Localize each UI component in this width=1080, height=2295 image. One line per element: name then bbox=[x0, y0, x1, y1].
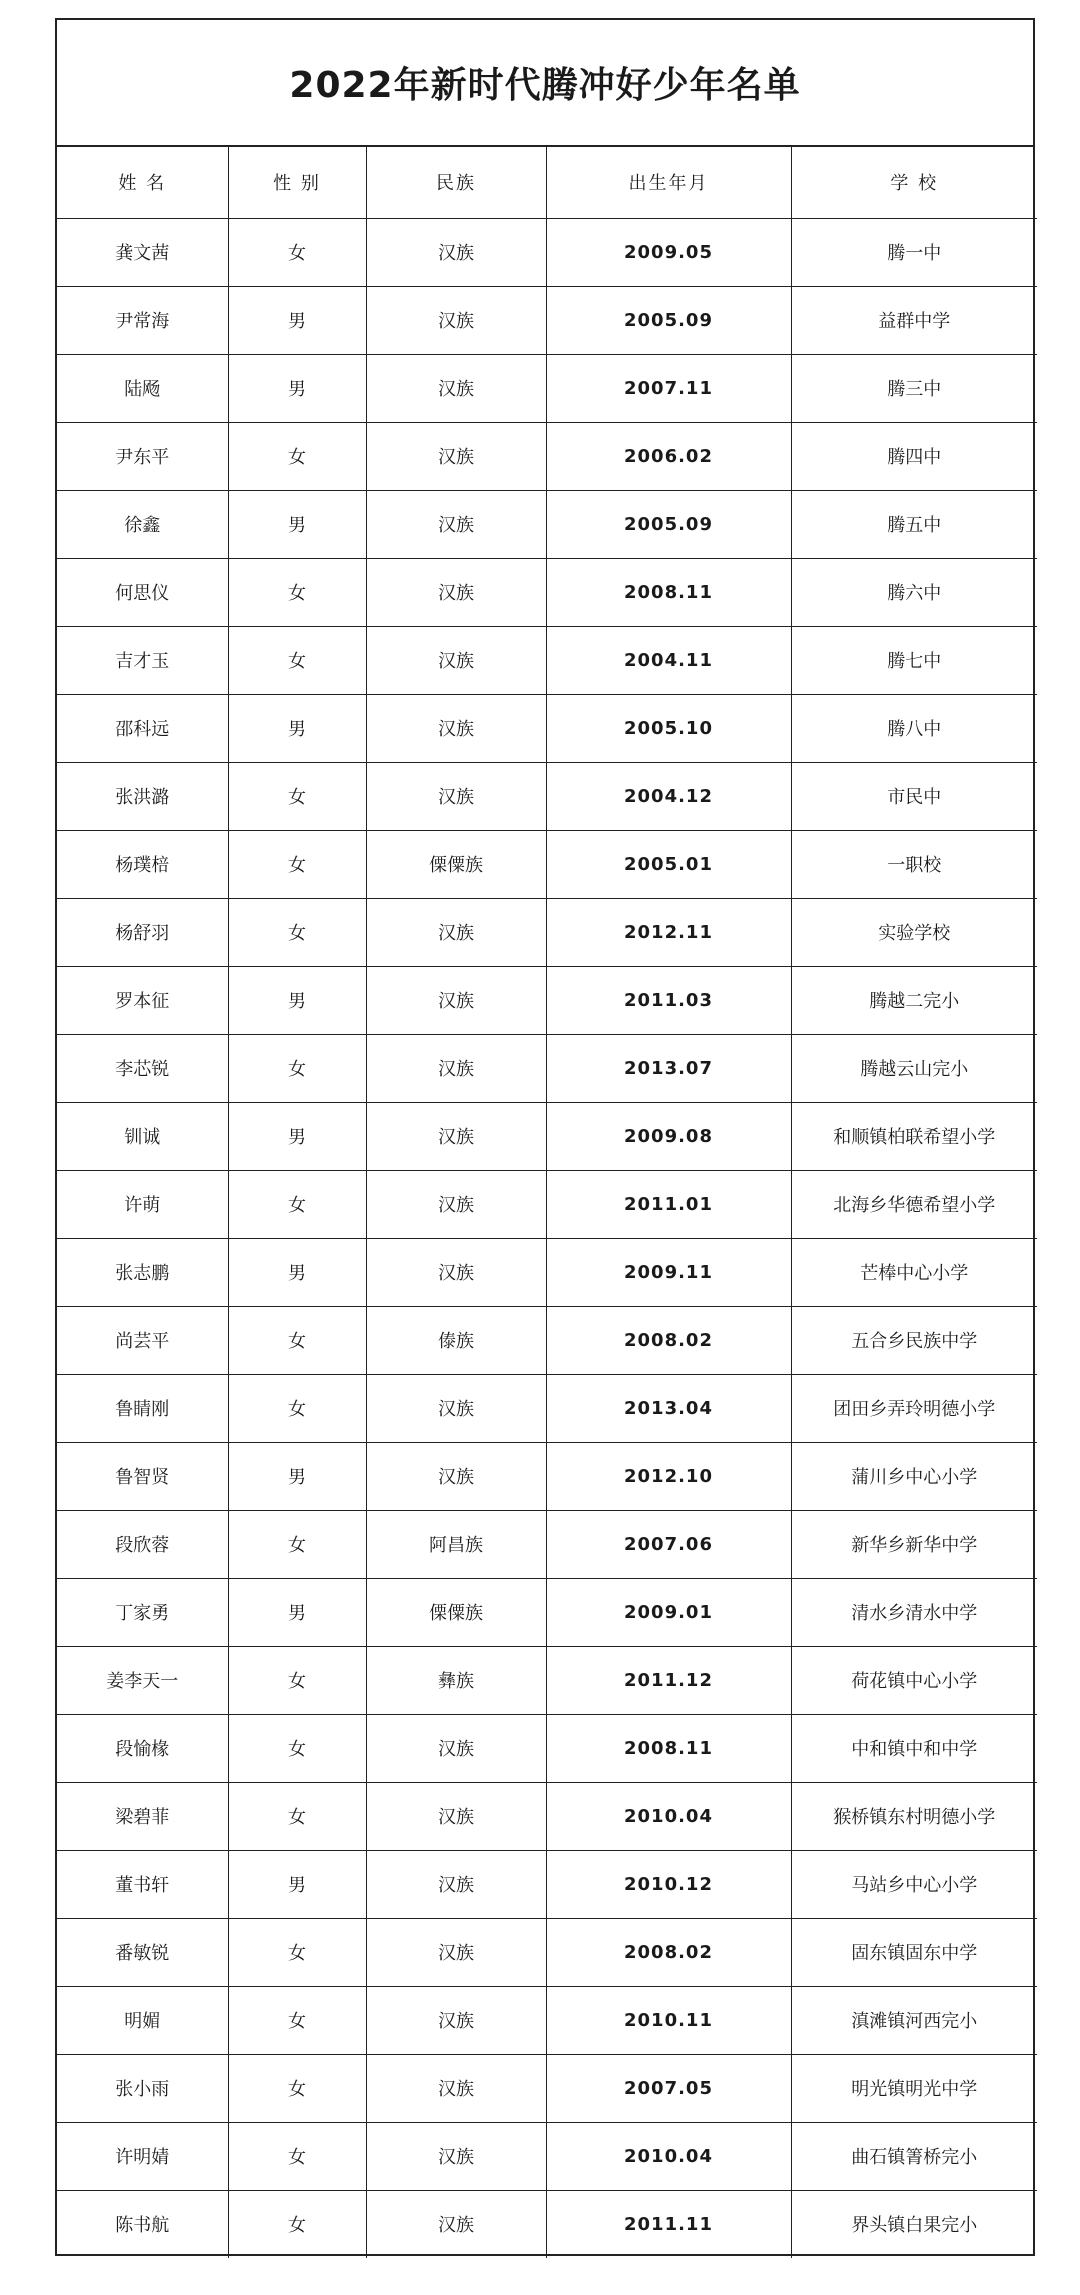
cell-gender: 女 bbox=[228, 1510, 366, 1578]
cell-gender: 男 bbox=[228, 1102, 366, 1170]
cell-birth: 2005.09 bbox=[546, 490, 791, 558]
cell-school: 腾八中 bbox=[791, 694, 1037, 762]
cell-birth: 2005.10 bbox=[546, 694, 791, 762]
cell-name: 张洪潞 bbox=[57, 762, 228, 830]
cell-birth: 2012.10 bbox=[546, 1442, 791, 1510]
cell-school: 荷花镇中心小学 bbox=[791, 1646, 1037, 1714]
cell-ethnicity: 汉族 bbox=[366, 1714, 546, 1782]
table-row bbox=[57, 1442, 1037, 1510]
cell-birth: 2012.11 bbox=[546, 898, 791, 966]
table-row bbox=[57, 1306, 1037, 1374]
cell-gender: 男 bbox=[228, 1850, 366, 1918]
cell-birth: 2007.11 bbox=[546, 354, 791, 422]
cell-birth: 2005.01 bbox=[546, 830, 791, 898]
table-row bbox=[57, 762, 1037, 830]
cell-ethnicity: 汉族 bbox=[366, 694, 546, 762]
cell-school: 曲石镇箐桥完小 bbox=[791, 2122, 1037, 2190]
cell-school: 腾五中 bbox=[791, 490, 1037, 558]
cell-birth: 2009.01 bbox=[546, 1578, 791, 1646]
cell-birth: 2008.11 bbox=[546, 558, 791, 626]
header-row bbox=[57, 147, 1037, 218]
cell-ethnicity: 汉族 bbox=[366, 2122, 546, 2190]
cell-ethnicity: 汉族 bbox=[366, 1170, 546, 1238]
cell-school: 清水乡清水中学 bbox=[791, 1578, 1037, 1646]
cell-name: 明媚 bbox=[57, 1986, 228, 2054]
header-school: 学 校 bbox=[791, 147, 1037, 218]
table-row bbox=[57, 558, 1037, 626]
table-row bbox=[57, 1238, 1037, 1306]
cell-ethnicity: 汉族 bbox=[366, 1986, 546, 2054]
cell-school: 新华乡新华中学 bbox=[791, 1510, 1037, 1578]
cell-gender: 男 bbox=[228, 354, 366, 422]
cell-ethnicity: 汉族 bbox=[366, 1238, 546, 1306]
cell-gender: 女 bbox=[228, 1918, 366, 1986]
cell-gender: 女 bbox=[228, 1034, 366, 1102]
cell-gender: 女 bbox=[228, 762, 366, 830]
cell-birth: 2011.12 bbox=[546, 1646, 791, 1714]
table-row bbox=[57, 898, 1037, 966]
cell-school: 猴桥镇东村明德小学 bbox=[791, 1782, 1037, 1850]
cell-birth: 2010.11 bbox=[546, 1986, 791, 2054]
cell-school: 腾越云山完小 bbox=[791, 1034, 1037, 1102]
cell-birth: 2004.12 bbox=[546, 762, 791, 830]
cell-birth: 2008.02 bbox=[546, 1306, 791, 1374]
table-row bbox=[57, 490, 1037, 558]
cell-birth: 2008.11 bbox=[546, 1714, 791, 1782]
cell-ethnicity: 汉族 bbox=[366, 2054, 546, 2122]
cell-school: 滇滩镇河西完小 bbox=[791, 1986, 1037, 2054]
table-row bbox=[57, 1578, 1037, 1646]
cell-name: 张小雨 bbox=[57, 2054, 228, 2122]
cell-gender: 女 bbox=[228, 1986, 366, 2054]
cell-gender: 男 bbox=[228, 1578, 366, 1646]
cell-school: 团田乡弄玲明德小学 bbox=[791, 1374, 1037, 1442]
table-row bbox=[57, 1986, 1037, 2054]
cell-school: 芒棒中心小学 bbox=[791, 1238, 1037, 1306]
cell-birth: 2009.05 bbox=[546, 218, 791, 286]
table-row bbox=[57, 1714, 1037, 1782]
cell-school: 一职校 bbox=[791, 830, 1037, 898]
cell-gender: 女 bbox=[228, 1170, 366, 1238]
cell-ethnicity: 汉族 bbox=[366, 966, 546, 1034]
cell-ethnicity: 汉族 bbox=[366, 1850, 546, 1918]
cell-birth: 2008.02 bbox=[546, 1918, 791, 1986]
cell-name: 钏诚 bbox=[57, 1102, 228, 1170]
cell-gender: 男 bbox=[228, 286, 366, 354]
table-row bbox=[57, 2054, 1037, 2122]
cell-gender: 男 bbox=[228, 966, 366, 1034]
cell-school: 市民中 bbox=[791, 762, 1037, 830]
cell-school: 北海乡华德希望小学 bbox=[791, 1170, 1037, 1238]
cell-name: 陆飏 bbox=[57, 354, 228, 422]
cell-ethnicity: 汉族 bbox=[366, 898, 546, 966]
cell-name: 段愉椽 bbox=[57, 1714, 228, 1782]
cell-gender: 男 bbox=[228, 490, 366, 558]
title-row bbox=[57, 20, 1033, 147]
cell-gender: 女 bbox=[228, 626, 366, 694]
cell-ethnicity: 汉族 bbox=[366, 762, 546, 830]
cell-name: 张志鹏 bbox=[57, 1238, 228, 1306]
cell-birth: 2011.01 bbox=[546, 1170, 791, 1238]
page-title: 2022年新时代腾冲好少年名单 bbox=[289, 65, 801, 106]
cell-school: 和顺镇柏联希望小学 bbox=[791, 1102, 1037, 1170]
table-row bbox=[57, 2122, 1037, 2190]
cell-name: 姜李天一 bbox=[57, 1646, 228, 1714]
cell-birth: 2005.09 bbox=[546, 286, 791, 354]
cell-birth: 2011.11 bbox=[546, 2190, 791, 2258]
table-row bbox=[57, 1646, 1037, 1714]
cell-name: 鲁智贤 bbox=[57, 1442, 228, 1510]
cell-birth: 2010.04 bbox=[546, 1782, 791, 1850]
cell-name: 罗本征 bbox=[57, 966, 228, 1034]
cell-name: 杨舒羽 bbox=[57, 898, 228, 966]
cell-school: 蒲川乡中心小学 bbox=[791, 1442, 1037, 1510]
table-row bbox=[57, 1918, 1037, 1986]
cell-school: 腾六中 bbox=[791, 558, 1037, 626]
cell-birth: 2010.12 bbox=[546, 1850, 791, 1918]
cell-gender: 男 bbox=[228, 1238, 366, 1306]
table-row bbox=[57, 1850, 1037, 1918]
cell-gender: 男 bbox=[228, 694, 366, 762]
cell-birth: 2013.04 bbox=[546, 1374, 791, 1442]
cell-name: 董书轩 bbox=[57, 1850, 228, 1918]
cell-birth: 2009.11 bbox=[546, 1238, 791, 1306]
header-ethnicity: 民族 bbox=[366, 147, 546, 218]
cell-ethnicity: 汉族 bbox=[366, 626, 546, 694]
table-row bbox=[57, 694, 1037, 762]
cell-name: 何思仪 bbox=[57, 558, 228, 626]
cell-gender: 女 bbox=[228, 2122, 366, 2190]
cell-name: 许明婧 bbox=[57, 2122, 228, 2190]
cell-school: 腾七中 bbox=[791, 626, 1037, 694]
cell-name: 尚芸平 bbox=[57, 1306, 228, 1374]
cell-birth: 2013.07 bbox=[546, 1034, 791, 1102]
cell-birth: 2010.04 bbox=[546, 2122, 791, 2190]
header-name: 姓 名 bbox=[57, 147, 228, 218]
table-row bbox=[57, 830, 1037, 898]
cell-name: 龚文茜 bbox=[57, 218, 228, 286]
cell-gender: 女 bbox=[228, 422, 366, 490]
cell-school: 实验学校 bbox=[791, 898, 1037, 966]
cell-ethnicity: 汉族 bbox=[366, 1034, 546, 1102]
cell-birth: 2007.06 bbox=[546, 1510, 791, 1578]
cell-school: 固东镇固东中学 bbox=[791, 1918, 1037, 1986]
cell-name: 丁家勇 bbox=[57, 1578, 228, 1646]
cell-name: 李芯锐 bbox=[57, 1034, 228, 1102]
cell-school: 界头镇白果完小 bbox=[791, 2190, 1037, 2258]
table-row bbox=[57, 966, 1037, 1034]
cell-school: 五合乡民族中学 bbox=[791, 1306, 1037, 1374]
cell-school: 明光镇明光中学 bbox=[791, 2054, 1037, 2122]
cell-name: 鲁睛刚 bbox=[57, 1374, 228, 1442]
table-row bbox=[57, 422, 1037, 490]
cell-ethnicity: 傣族 bbox=[366, 1306, 546, 1374]
table-row bbox=[57, 1170, 1037, 1238]
cell-name: 邵科远 bbox=[57, 694, 228, 762]
cell-name: 徐鑫 bbox=[57, 490, 228, 558]
cell-school: 中和镇中和中学 bbox=[791, 1714, 1037, 1782]
table-row bbox=[57, 1510, 1037, 1578]
cell-birth: 2004.11 bbox=[546, 626, 791, 694]
cell-gender: 女 bbox=[228, 898, 366, 966]
cell-ethnicity: 汉族 bbox=[366, 354, 546, 422]
cell-name: 番敏锐 bbox=[57, 1918, 228, 1986]
table-row bbox=[57, 626, 1037, 694]
cell-gender: 男 bbox=[228, 1442, 366, 1510]
cell-ethnicity: 汉族 bbox=[366, 558, 546, 626]
cell-ethnicity: 汉族 bbox=[366, 1102, 546, 1170]
cell-gender: 女 bbox=[228, 2054, 366, 2122]
table-row bbox=[57, 1782, 1037, 1850]
cell-ethnicity: 汉族 bbox=[366, 1782, 546, 1850]
cell-ethnicity: 汉族 bbox=[366, 2190, 546, 2258]
table-row bbox=[57, 2190, 1037, 2258]
cell-name: 梁碧菲 bbox=[57, 1782, 228, 1850]
cell-name: 段欣蓉 bbox=[57, 1510, 228, 1578]
table-row bbox=[57, 1102, 1037, 1170]
cell-name: 许萌 bbox=[57, 1170, 228, 1238]
cell-name: 陈书航 bbox=[57, 2190, 228, 2258]
cell-ethnicity: 阿昌族 bbox=[366, 1510, 546, 1578]
cell-birth: 2006.02 bbox=[546, 422, 791, 490]
table-row bbox=[57, 218, 1037, 286]
cell-gender: 女 bbox=[228, 2190, 366, 2258]
cell-ethnicity: 汉族 bbox=[366, 1918, 546, 1986]
cell-name: 尹常海 bbox=[57, 286, 228, 354]
roster-sheet bbox=[55, 18, 1035, 2256]
cell-name: 吉才玉 bbox=[57, 626, 228, 694]
roster-table bbox=[57, 147, 1037, 2258]
cell-school: 益群中学 bbox=[791, 286, 1037, 354]
cell-gender: 女 bbox=[228, 1646, 366, 1714]
cell-birth: 2009.08 bbox=[546, 1102, 791, 1170]
cell-ethnicity: 汉族 bbox=[366, 490, 546, 558]
cell-gender: 女 bbox=[228, 1306, 366, 1374]
cell-gender: 女 bbox=[228, 558, 366, 626]
cell-school: 腾三中 bbox=[791, 354, 1037, 422]
cell-gender: 女 bbox=[228, 218, 366, 286]
cell-gender: 女 bbox=[228, 830, 366, 898]
table-row bbox=[57, 354, 1037, 422]
cell-ethnicity: 汉族 bbox=[366, 286, 546, 354]
cell-ethnicity: 汉族 bbox=[366, 1442, 546, 1510]
cell-gender: 女 bbox=[228, 1374, 366, 1442]
cell-ethnicity: 汉族 bbox=[366, 422, 546, 490]
cell-school: 腾一中 bbox=[791, 218, 1037, 286]
cell-name: 尹东平 bbox=[57, 422, 228, 490]
cell-birth: 2011.03 bbox=[546, 966, 791, 1034]
roster-body bbox=[57, 218, 1037, 2258]
cell-birth: 2007.05 bbox=[546, 2054, 791, 2122]
cell-school: 马站乡中心小学 bbox=[791, 1850, 1037, 1918]
cell-gender: 女 bbox=[228, 1714, 366, 1782]
table-row bbox=[57, 1034, 1037, 1102]
cell-ethnicity: 彝族 bbox=[366, 1646, 546, 1714]
cell-ethnicity: 傈僳族 bbox=[366, 1578, 546, 1646]
table-row bbox=[57, 286, 1037, 354]
cell-ethnicity: 汉族 bbox=[366, 1374, 546, 1442]
cell-ethnicity: 傈僳族 bbox=[366, 830, 546, 898]
cell-name: 杨璞棓 bbox=[57, 830, 228, 898]
table-row bbox=[57, 1374, 1037, 1442]
header-gender: 性 别 bbox=[228, 147, 366, 218]
cell-ethnicity: 汉族 bbox=[366, 218, 546, 286]
cell-school: 腾四中 bbox=[791, 422, 1037, 490]
header-birth: 出生年月 bbox=[546, 147, 791, 218]
cell-gender: 女 bbox=[228, 1782, 366, 1850]
cell-school: 腾越二完小 bbox=[791, 966, 1037, 1034]
